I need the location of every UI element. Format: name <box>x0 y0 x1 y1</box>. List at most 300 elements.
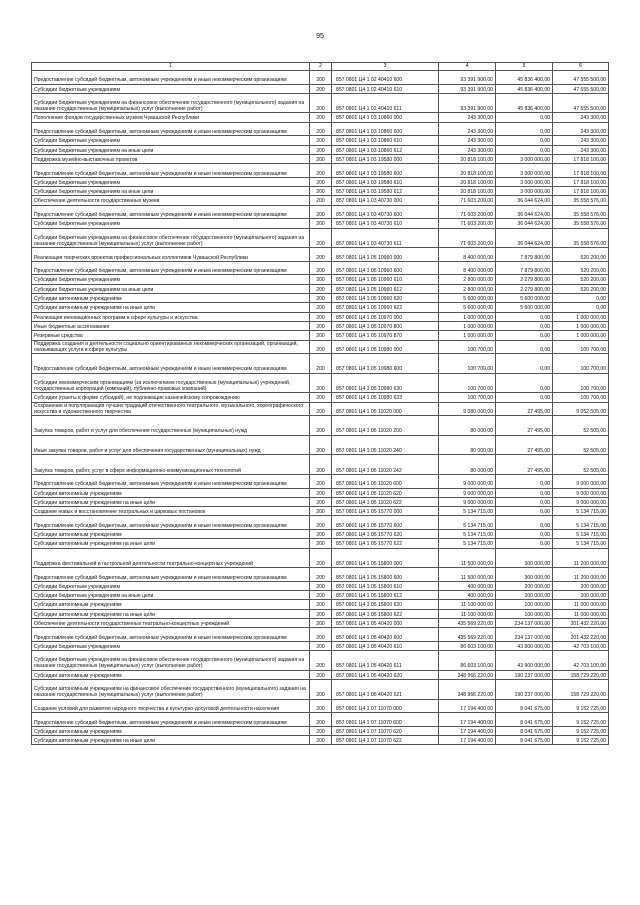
row-amount-remaining-cell: 1 000 000,00 <box>553 331 609 340</box>
row-kbk-cell: 857 0801 Ц4 1 05 15800 000 <box>332 548 439 568</box>
row-code-cell: 200 <box>310 628 332 642</box>
row-name-cell: Предоставление субсидий бюджетным, автономным учреждениям и иным некоммерческим организациям <box>32 713 310 727</box>
table-row <box>32 726 609 735</box>
column-number: 1 <box>32 63 310 71</box>
row-code-cell: 200 <box>310 591 332 600</box>
row-name-cell: Предоставление субсидий бюджетным, автономным учреждениям и иным некоммерческим организациям <box>32 164 310 178</box>
row-amount-plan-cell: 20 818 100,00 <box>439 154 496 163</box>
table-row <box>32 699 609 713</box>
row-code-cell: 200 <box>310 187 332 196</box>
row-code-cell: 200 <box>310 539 332 548</box>
row-name-cell: Субсидии некоммерческим организациям (за исключением государственных (муниципальных) учреждений, государственных корпораций (компаний), публично-правовых компаний) <box>32 373 310 393</box>
table-row <box>32 284 609 293</box>
table-row <box>32 93 609 113</box>
row-amount-remaining-cell: 243 300,00 <box>553 113 609 122</box>
row-amount-plan-cell: 93 391 900,00 <box>439 93 496 113</box>
row-name-cell: Иные бюджетные ассигнования <box>32 321 310 330</box>
row-amount-plan-cell: 435 569 220,00 <box>439 619 496 628</box>
row-amount-remaining-cell: 9 000 000,00 <box>553 474 609 488</box>
table-row <box>32 321 609 330</box>
row-amount-executed-cell: 0,00 <box>496 122 553 136</box>
row-amount-plan-cell: 5 134 715,00 <box>439 539 496 548</box>
table-row <box>32 177 609 186</box>
row-code-cell: 200 <box>310 261 332 275</box>
table-row <box>32 84 609 93</box>
row-amount-plan-cell: 100 700,00 <box>439 340 496 354</box>
row-amount-remaining-cell: 42 703 100,00 <box>553 641 609 650</box>
row-amount-remaining-cell: 35 558 576,00 <box>553 219 609 228</box>
table-row <box>32 228 609 248</box>
row-code-cell: 200 <box>310 321 332 330</box>
row-amount-plan-cell: 71 603 200,00 <box>439 205 496 219</box>
table-row <box>32 455 609 475</box>
row-amount-plan-cell: 17 194 400,00 <box>439 726 496 735</box>
row-code-cell: 200 <box>310 609 332 618</box>
row-amount-plan-cell: 1 000 000,00 <box>439 321 496 330</box>
row-kbk-cell: 857 0801 Ц4 1 02 40410 600 <box>332 71 439 85</box>
row-name-cell: Субсидии автономным учреждениям на иные цели <box>32 303 310 312</box>
table-row <box>32 713 609 727</box>
column-number: 2 <box>310 63 332 71</box>
row-name-cell: Субсидии бюджетным учреждениям <box>32 581 310 590</box>
row-amount-executed-cell: 200 000,00 <box>496 581 553 590</box>
table-row <box>32 303 609 312</box>
table-row <box>32 205 609 219</box>
table-row <box>32 402 609 416</box>
row-name-cell: Субсидии автономным учреждениям на финансовое обеспечение государственного (муниципального) задания на оказание государственных (муниципальных) услуг (выполнение работ) <box>32 680 310 700</box>
row-amount-executed-cell: 234 137 000,00 <box>496 628 553 642</box>
row-amount-plan-cell: 435 569 220,00 <box>439 628 496 642</box>
table-row <box>32 145 609 154</box>
row-code-cell: 200 <box>310 651 332 671</box>
row-amount-plan-cell: 8 400 000,00 <box>439 261 496 275</box>
row-name-cell: Субсидии бюджетным учреждениям <box>32 219 310 228</box>
row-name-cell: Субсидии автономным учреждениям на иные цели <box>32 497 310 506</box>
row-kbk-cell: 857 0801 Ц4 1 05 11020 242 <box>332 455 439 475</box>
row-code-cell: 200 <box>310 93 332 113</box>
row-kbk-cell: 857 0801 Ц4 1 03 10860 612 <box>332 145 439 154</box>
row-kbk-cell: 857 0801 Ц4 1 05 11020 622 <box>332 497 439 506</box>
page-number: 95 <box>316 33 324 40</box>
row-amount-remaining-cell: 200 000,00 <box>553 581 609 590</box>
row-amount-plan-cell: 80 000,00 <box>439 435 496 455</box>
row-code-cell: 200 <box>310 435 332 455</box>
row-code-cell: 200 <box>310 474 332 488</box>
row-code-cell: 200 <box>310 145 332 154</box>
row-amount-executed-cell: 0,00 <box>496 340 553 354</box>
row-name-cell: Предоставление субсидий бюджетным, автономным учреждениям и иным некоммерческим организациям <box>32 261 310 275</box>
row-amount-plan-cell: 11 100 000,00 <box>439 609 496 618</box>
row-amount-executed-cell: 0,00 <box>496 474 553 488</box>
row-name-cell: Пополнение фондов государственных музеев Чувашской Республики <box>32 113 310 122</box>
row-amount-plan-cell: 20 818 100,00 <box>439 164 496 178</box>
row-amount-plan-cell: 400 000,00 <box>439 581 496 590</box>
row-kbk-cell: 857 0801 Ц4 1 05 10970 870 <box>332 331 439 340</box>
row-kbk-cell: 857 0801 Ц4 1 05 40420 620 <box>332 670 439 679</box>
row-amount-executed-cell: 0,00 <box>496 516 553 530</box>
row-amount-remaining-cell: 47 555 500,00 <box>553 71 609 85</box>
row-amount-plan-cell: 17 194 400,00 <box>439 699 496 713</box>
row-amount-executed-cell: 0,00 <box>496 136 553 145</box>
table-row <box>32 261 609 275</box>
table-row <box>32 294 609 303</box>
row-name-cell: Закупка товаров, работ, услуг в сфере информационно-коммуникационных технологий <box>32 455 310 475</box>
row-amount-plan-cell: 5 134 715,00 <box>439 507 496 516</box>
row-amount-remaining-cell: 520 200,00 <box>553 261 609 275</box>
row-amount-remaining-cell: 9 052 505,00 <box>553 402 609 416</box>
table-row <box>32 539 609 548</box>
row-amount-remaining-cell: 520 200,00 <box>553 275 609 284</box>
row-kbk-cell: 857 0801 Ц4 1 05 11020 600 <box>332 474 439 488</box>
row-kbk-cell: 857 0801 Ц4 1 05 10970 800 <box>332 321 439 330</box>
row-code-cell: 200 <box>310 393 332 402</box>
row-amount-plan-cell: 17 194 400,00 <box>439 713 496 727</box>
row-amount-executed-cell: 0,00 <box>496 354 553 374</box>
row-amount-remaining-cell: 100 700,00 <box>553 393 609 402</box>
row-amount-remaining-cell: 520 200,00 <box>553 248 609 262</box>
row-amount-plan-cell: 100 700,00 <box>439 373 496 393</box>
row-code-cell: 200 <box>310 507 332 516</box>
row-amount-executed-cell: 2 279 800,00 <box>496 284 553 293</box>
row-kbk-cell: 857 0801 Ц4 1 05 15800 620 <box>332 600 439 609</box>
row-amount-plan-cell: 93 391 900,00 <box>439 71 496 85</box>
row-amount-executed-cell: 36 044 624,00 <box>496 196 553 205</box>
budget-table <box>31 62 609 745</box>
row-kbk-cell: 857 0801 Ц4 1 05 15770 000 <box>332 507 439 516</box>
table-row <box>32 340 609 354</box>
row-amount-executed-cell: 5 600 000,00 <box>496 303 553 312</box>
row-amount-plan-cell: 86 603 100,00 <box>439 641 496 650</box>
table-row <box>32 609 609 618</box>
row-kbk-cell: 857 0801 Ц4 1 05 40420 610 <box>332 641 439 650</box>
row-amount-plan-cell: 2 800 000,00 <box>439 275 496 284</box>
row-amount-executed-cell: 100 000,00 <box>496 609 553 618</box>
row-name-cell: Обеспечение деятельности государственных театрально-концертных учреждений <box>32 619 310 628</box>
row-kbk-cell: 857 0801 Ц4 1 03 40730 611 <box>332 228 439 248</box>
table-row <box>32 354 609 374</box>
row-amount-executed-cell: 0,00 <box>496 145 553 154</box>
row-code-cell: 200 <box>310 641 332 650</box>
row-amount-plan-cell: 9 080 000,00 <box>439 402 496 416</box>
row-amount-plan-cell: 5 134 715,00 <box>439 516 496 530</box>
row-name-cell: Поддержка фестивальной и гастрольной деятельности театрально-концертных учреждений <box>32 548 310 568</box>
table-row <box>32 591 609 600</box>
row-amount-remaining-cell: 42 703 100,00 <box>553 651 609 671</box>
row-code-cell: 200 <box>310 294 332 303</box>
row-amount-remaining-cell: 201 432 220,00 <box>553 628 609 642</box>
row-amount-remaining-cell: 5 134 715,00 <box>553 516 609 530</box>
row-kbk-cell: 857 0801 Ц4 1 03 10860 000 <box>332 113 439 122</box>
row-code-cell: 200 <box>310 488 332 497</box>
row-amount-plan-cell: 11 100 000,00 <box>439 600 496 609</box>
row-name-cell: Субсидии бюджетным учреждениям <box>32 84 310 93</box>
row-amount-remaining-cell: 17 818 100,00 <box>553 164 609 178</box>
table-row <box>32 507 609 516</box>
row-kbk-cell: 857 0801 Ц4 1 07 11070 622 <box>332 736 439 745</box>
row-name-cell: Предоставление субсидий бюджетным, автономным учреждениям и иным некоммерческим организациям <box>32 71 310 85</box>
table-row <box>32 312 609 321</box>
row-name-cell: Субсидии бюджетным учреждениям <box>32 641 310 650</box>
row-amount-remaining-cell: 520 200,00 <box>553 284 609 293</box>
row-amount-plan-cell: 9 000 000,00 <box>439 497 496 506</box>
row-amount-remaining-cell: 243 300,00 <box>553 122 609 136</box>
row-name-cell: Субсидии автономным учреждениям <box>32 726 310 735</box>
row-amount-plan-cell: 20 818 100,00 <box>439 187 496 196</box>
table-row <box>32 568 609 582</box>
row-amount-remaining-cell: 17 818 100,00 <box>553 187 609 196</box>
row-amount-plan-cell: 1 000 000,00 <box>439 312 496 321</box>
row-name-cell: Реализация инновационных программ в сфере культуры и искусства <box>32 312 310 321</box>
table-row <box>32 628 609 642</box>
row-code-cell: 200 <box>310 416 332 436</box>
table-row <box>32 71 609 85</box>
row-amount-executed-cell: 8 041 675,00 <box>496 726 553 735</box>
row-kbk-cell: 857 0801 Ц4 1 03 40730 000 <box>332 196 439 205</box>
table-row <box>32 136 609 145</box>
row-code-cell: 200 <box>310 455 332 475</box>
table-row <box>32 435 609 455</box>
row-amount-executed-cell: 3 000 000,00 <box>496 187 553 196</box>
row-amount-plan-cell: 2 800 000,00 <box>439 284 496 293</box>
row-name-cell: Предоставление субсидий бюджетным, автономным учреждениям и иным некоммерческим организациям <box>32 516 310 530</box>
row-code-cell: 200 <box>310 177 332 186</box>
row-kbk-cell: 857 0801 Ц4 1 07 11070 600 <box>332 713 439 727</box>
row-code-cell: 200 <box>310 581 332 590</box>
row-code-cell: 200 <box>310 530 332 539</box>
row-amount-executed-cell: 36 044 624,00 <box>496 219 553 228</box>
row-amount-plan-cell: 80 000,00 <box>439 455 496 475</box>
row-code-cell: 200 <box>310 516 332 530</box>
row-amount-remaining-cell: 47 555 500,00 <box>553 84 609 93</box>
table-row <box>32 530 609 539</box>
row-amount-executed-cell: 200 000,00 <box>496 591 553 600</box>
row-amount-executed-cell: 3 000 000,00 <box>496 177 553 186</box>
row-amount-remaining-cell: 0,00 <box>553 303 609 312</box>
row-amount-plan-cell: 100 700,00 <box>439 354 496 374</box>
row-amount-executed-cell: 7 879 800,00 <box>496 248 553 262</box>
row-amount-executed-cell: 45 836 400,00 <box>496 84 553 93</box>
row-amount-executed-cell: 300 000,00 <box>496 548 553 568</box>
table-row <box>32 122 609 136</box>
row-amount-executed-cell: 0,00 <box>496 312 553 321</box>
row-kbk-cell: 857 0801 Ц4 1 03 19580 612 <box>332 187 439 196</box>
row-code-cell: 200 <box>310 228 332 248</box>
row-kbk-cell: 857 0801 Ц4 1 03 40730 600 <box>332 205 439 219</box>
table-row <box>32 393 609 402</box>
row-amount-plan-cell: 9 000 000,00 <box>439 474 496 488</box>
row-kbk-cell: 857 0801 Ц4 1 05 10960 612 <box>332 284 439 293</box>
row-code-cell: 200 <box>310 736 332 745</box>
row-kbk-cell: 857 0801 Ц4 1 05 40420 600 <box>332 628 439 642</box>
row-kbk-cell: 857 0801 Ц4 1 03 19580 000 <box>332 154 439 163</box>
row-name-cell: Субсидии автономным учреждениям <box>32 600 310 609</box>
row-kbk-cell: 857 0801 Ц4 1 05 15800 612 <box>332 591 439 600</box>
row-code-cell: 200 <box>310 164 332 178</box>
row-kbk-cell: 857 0801 Ц4 1 03 19580 610 <box>332 177 439 186</box>
row-kbk-cell: 857 0801 Ц4 1 02 40410 611 <box>332 93 439 113</box>
table-row <box>32 548 609 568</box>
row-amount-executed-cell: 0,00 <box>496 539 553 548</box>
table-row <box>32 516 609 530</box>
row-kbk-cell: 857 0801 Ц4 1 05 15800 610 <box>332 581 439 590</box>
row-kbk-cell: 857 0801 Ц4 1 05 10960 622 <box>332 303 439 312</box>
row-name-cell: Иные закупки товаров, работ и услуг для обеспечения государственных (муниципальных) нужд <box>32 435 310 455</box>
row-amount-executed-cell: 8 041 675,00 <box>496 736 553 745</box>
row-kbk-cell: 857 0801 Ц4 1 05 15800 622 <box>332 609 439 618</box>
row-amount-executed-cell: 45 836 400,00 <box>496 71 553 85</box>
row-amount-plan-cell: 348 966 220,00 <box>439 670 496 679</box>
row-name-cell: Предоставление субсидий бюджетным, автономным учреждениям и иным некоммерческим организациям <box>32 628 310 642</box>
row-code-cell: 200 <box>310 248 332 262</box>
table-row <box>32 248 609 262</box>
row-name-cell: Субсидии бюджетным учреждениям на иные цели <box>32 145 310 154</box>
column-number-row <box>32 63 609 71</box>
row-amount-remaining-cell: 243 300,00 <box>553 136 609 145</box>
row-amount-executed-cell: 5 600 000,00 <box>496 294 553 303</box>
row-kbk-cell: 857 0801 Ц4 1 03 40730 610 <box>332 219 439 228</box>
row-code-cell: 200 <box>310 713 332 727</box>
row-amount-executed-cell: 27 495,00 <box>496 416 553 436</box>
row-amount-plan-cell: 71 603 200,00 <box>439 228 496 248</box>
row-kbk-cell: 857 0801 Ц4 1 05 15770 622 <box>332 539 439 548</box>
row-amount-plan-cell: 71 603 200,00 <box>439 196 496 205</box>
row-name-cell: Предоставление субсидий бюджетным, автономным учреждениям и иным некоммерческим организациям <box>32 205 310 219</box>
row-kbk-cell: 857 0801 Ц4 1 05 11020 240 <box>332 435 439 455</box>
row-name-cell: Субсидии бюджетным учреждениям на иные цели <box>32 284 310 293</box>
row-amount-remaining-cell: 11 000 000,00 <box>553 600 609 609</box>
table-row <box>32 373 609 393</box>
row-amount-remaining-cell: 100 700,00 <box>553 340 609 354</box>
row-amount-remaining-cell: 17 818 100,00 <box>553 154 609 163</box>
row-name-cell: Предоставление субсидий бюджетным, автономным учреждениям и иным некоммерческим организациям <box>32 354 310 374</box>
row-name-cell: Резервные средства <box>32 331 310 340</box>
row-code-cell: 200 <box>310 354 332 374</box>
table-row <box>32 619 609 628</box>
row-amount-remaining-cell: 9 000 000,00 <box>553 488 609 497</box>
table-row <box>32 488 609 497</box>
row-amount-executed-cell: 3 000 000,00 <box>496 154 553 163</box>
row-amount-plan-cell: 5 600 000,00 <box>439 303 496 312</box>
row-amount-plan-cell: 243 300,00 <box>439 113 496 122</box>
row-amount-plan-cell: 8 400 000,00 <box>439 248 496 262</box>
row-amount-executed-cell: 0,00 <box>496 113 553 122</box>
row-amount-plan-cell: 5 134 715,00 <box>439 530 496 539</box>
row-amount-executed-cell: 7 879 800,00 <box>496 261 553 275</box>
row-amount-remaining-cell: 9 152 725,00 <box>553 713 609 727</box>
row-amount-remaining-cell: 158 729 220,00 <box>553 670 609 679</box>
row-amount-remaining-cell: 5 134 715,00 <box>553 539 609 548</box>
row-amount-remaining-cell: 11 200 000,00 <box>553 548 609 568</box>
table-row <box>32 196 609 205</box>
row-amount-executed-cell: 8 041 675,00 <box>496 713 553 727</box>
row-name-cell: Субсидии автономным учреждениям <box>32 530 310 539</box>
row-name-cell: Создание условий для развития народного творчества и культурно-досуговой деятельности населения <box>32 699 310 713</box>
row-amount-plan-cell: 243 300,00 <box>439 122 496 136</box>
row-amount-plan-cell: 86 603 100,00 <box>439 651 496 671</box>
row-amount-remaining-cell: 243 300,00 <box>553 145 609 154</box>
row-code-cell: 200 <box>310 122 332 136</box>
row-amount-plan-cell: 5 600 000,00 <box>439 294 496 303</box>
row-amount-remaining-cell: 158 729 220,00 <box>553 680 609 700</box>
row-amount-remaining-cell: 5 134 715,00 <box>553 530 609 539</box>
row-code-cell: 200 <box>310 331 332 340</box>
row-amount-plan-cell: 11 500 000,00 <box>439 548 496 568</box>
row-amount-executed-cell: 0,00 <box>496 497 553 506</box>
column-number: 4 <box>439 63 496 71</box>
row-amount-executed-cell: 100 000,00 <box>496 600 553 609</box>
row-name-cell: Субсидии автономным учреждениям <box>32 294 310 303</box>
row-amount-plan-cell: 348 966 220,00 <box>439 680 496 700</box>
row-amount-executed-cell: 234 137 000,00 <box>496 619 553 628</box>
row-code-cell: 200 <box>310 548 332 568</box>
table-row <box>32 736 609 745</box>
row-name-cell: Субсидии автономным учреждениям <box>32 488 310 497</box>
row-name-cell: Поддержка создания и деятельности социально ориентированных некоммерческих организаций, организаций, оказывающих услуги в сфере культуры <box>32 340 310 354</box>
row-name-cell: Предоставление субсидий бюджетным, автономным учреждениям и иным некоммерческим организациям <box>32 122 310 136</box>
row-amount-plan-cell: 100 700,00 <box>439 393 496 402</box>
row-code-cell: 200 <box>310 205 332 219</box>
row-code-cell: 200 <box>310 680 332 700</box>
row-kbk-cell: 857 0801 Ц4 1 03 10860 600 <box>332 122 439 136</box>
row-amount-executed-cell: 27 495,00 <box>496 435 553 455</box>
row-amount-plan-cell: 400 000,00 <box>439 591 496 600</box>
row-amount-executed-cell: 27 495,00 <box>496 402 553 416</box>
row-kbk-cell: 857 0801 Ц4 1 05 10960 600 <box>332 261 439 275</box>
row-kbk-cell: 857 0801 Ц4 1 05 11020 000 <box>332 402 439 416</box>
row-name-cell: Предоставление субсидий бюджетным, автономным учреждениям и иным некоммерческим организациям <box>32 568 310 582</box>
table-row <box>32 113 609 122</box>
row-amount-plan-cell: 9 000 000,00 <box>439 488 496 497</box>
row-amount-remaining-cell: 9 152 725,00 <box>553 726 609 735</box>
row-kbk-cell: 857 0801 Ц4 1 07 11070 620 <box>332 726 439 735</box>
row-kbk-cell: 857 0801 Ц4 1 05 15770 600 <box>332 516 439 530</box>
table-row <box>32 680 609 700</box>
row-amount-executed-cell: 190 237 000,00 <box>496 680 553 700</box>
table-row <box>32 670 609 679</box>
row-amount-plan-cell: 20 818 100,00 <box>439 177 496 186</box>
row-amount-remaining-cell: 47 555 500,00 <box>553 93 609 113</box>
row-amount-executed-cell: 0,00 <box>496 530 553 539</box>
row-amount-remaining-cell: 9 000 000,00 <box>553 497 609 506</box>
row-kbk-cell: 857 0801 Ц4 1 05 10960 000 <box>332 248 439 262</box>
row-code-cell: 200 <box>310 71 332 85</box>
row-code-cell: 200 <box>310 340 332 354</box>
row-name-cell: Предоставление субсидий бюджетным, автономным учреждениям и иным некоммерческим организациям <box>32 474 310 488</box>
row-amount-executed-cell: 190 237 000,00 <box>496 670 553 679</box>
row-kbk-cell: 857 0801 Ц4 1 05 10960 620 <box>332 294 439 303</box>
row-name-cell: Субсидии автономным учреждениям на иные цели <box>32 609 310 618</box>
row-amount-plan-cell: 243 300,00 <box>439 145 496 154</box>
row-amount-executed-cell: 36 044 624,00 <box>496 205 553 219</box>
row-amount-remaining-cell: 35 558 576,00 <box>553 196 609 205</box>
table-row <box>32 581 609 590</box>
table-row <box>32 600 609 609</box>
row-name-cell: Создание новых и восстановление театральных и цирковых постановок <box>32 507 310 516</box>
row-amount-plan-cell: 243 300,00 <box>439 136 496 145</box>
table-row <box>32 651 609 671</box>
row-amount-plan-cell: 17 194 400,00 <box>439 736 496 745</box>
table-row <box>32 641 609 650</box>
row-code-cell: 200 <box>310 568 332 582</box>
row-amount-plan-cell: 11 500 000,00 <box>439 568 496 582</box>
row-amount-executed-cell: 300 000,00 <box>496 568 553 582</box>
row-amount-executed-cell: 0,00 <box>496 373 553 393</box>
row-code-cell: 200 <box>310 726 332 735</box>
row-kbk-cell: 857 0801 Ц4 1 05 40420 621 <box>332 680 439 700</box>
row-amount-remaining-cell: 1 000 000,00 <box>553 321 609 330</box>
row-kbk-cell: 857 0801 Ц4 1 05 10980 630 <box>332 373 439 393</box>
row-kbk-cell: 857 0801 Ц4 1 05 10970 000 <box>332 312 439 321</box>
